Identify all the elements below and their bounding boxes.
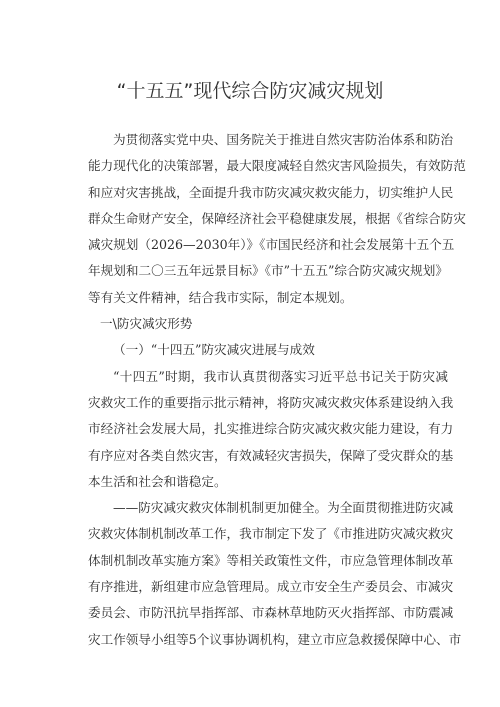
paragraph-line: 灾救灾体制机制改革工作，我市制定下发了《市推进防灾减灾救灾: [88, 526, 454, 542]
paragraph-line: 能力现代化的决策部署，最大限度减轻自然灾害风险损失，有效防范: [88, 158, 466, 174]
paragraph-line: 等有关文件精神，结合我市实际，制定本规划。: [88, 289, 353, 305]
paragraph-line: 本生活和社会和谐稳定。: [88, 473, 227, 489]
paragraph-line: 有序应对各类自然灾害，有效减轻灾害损失，保障了受灾群众的基: [88, 447, 454, 463]
section-heading: 一\防灾减灾形势: [100, 316, 193, 332]
paragraph-line: 体制机制改革实施方案》等相关政策性文件，市应急管理体制改革: [88, 552, 454, 568]
paragraph-line: 年规划和二〇三五年远景目标》《市”十五五”综合防灾减灾规划》: [88, 263, 448, 279]
paragraph-line: 有序推进，新组建市应急管理局。成立市安全生产委员会、市减灾: [88, 579, 454, 595]
paragraph-line: 减灾规划（2026—2030年）》《市国民经济和社会发展第十五个五: [88, 237, 455, 253]
paragraph-line: 和应对灾害挑战，全面提升我市防灾减灾救灾能力，切实维护人民: [88, 184, 454, 200]
paragraph-line: “十四五”时期，我市认真贯彻落实习近平总书记关于防灾减: [113, 368, 448, 384]
paragraph-line: 为贯彻落实党中央、国务院关于推进自然灾害防治体系和防治: [113, 132, 454, 147]
paragraph-line: 灾救灾工作的重要指示批示精神，将防灾减灾救灾体系建设纳入我: [88, 394, 454, 410]
paragraph-line: 委员会、市防汛抗旱指挥部、市森林草地防灭火指挥部、市防震减: [88, 605, 454, 621]
paragraph-line: ——防灾减灾救灾体制机制更加健全。为全面贯彻推进防灾减: [113, 500, 454, 516]
paragraph-line: 灾工作领导小组等5个议事协调机构，建立市应急救援保障中心、市: [88, 631, 462, 647]
paragraph-line: 市经济社会发展大局，扎实推进综合防灾减灾救灾能力建设，有力: [88, 421, 454, 437]
document-title: “十五五”现代综合防灾减灾规划: [116, 80, 384, 102]
subsection-heading: （一）“十四五”防灾减灾进展与成效: [113, 342, 315, 358]
document-body: [88, 127, 466, 653]
paragraph-line: 群众生命财产安全，保障经济社会平稳健康发展，根据《省综合防灾: [88, 210, 466, 226]
